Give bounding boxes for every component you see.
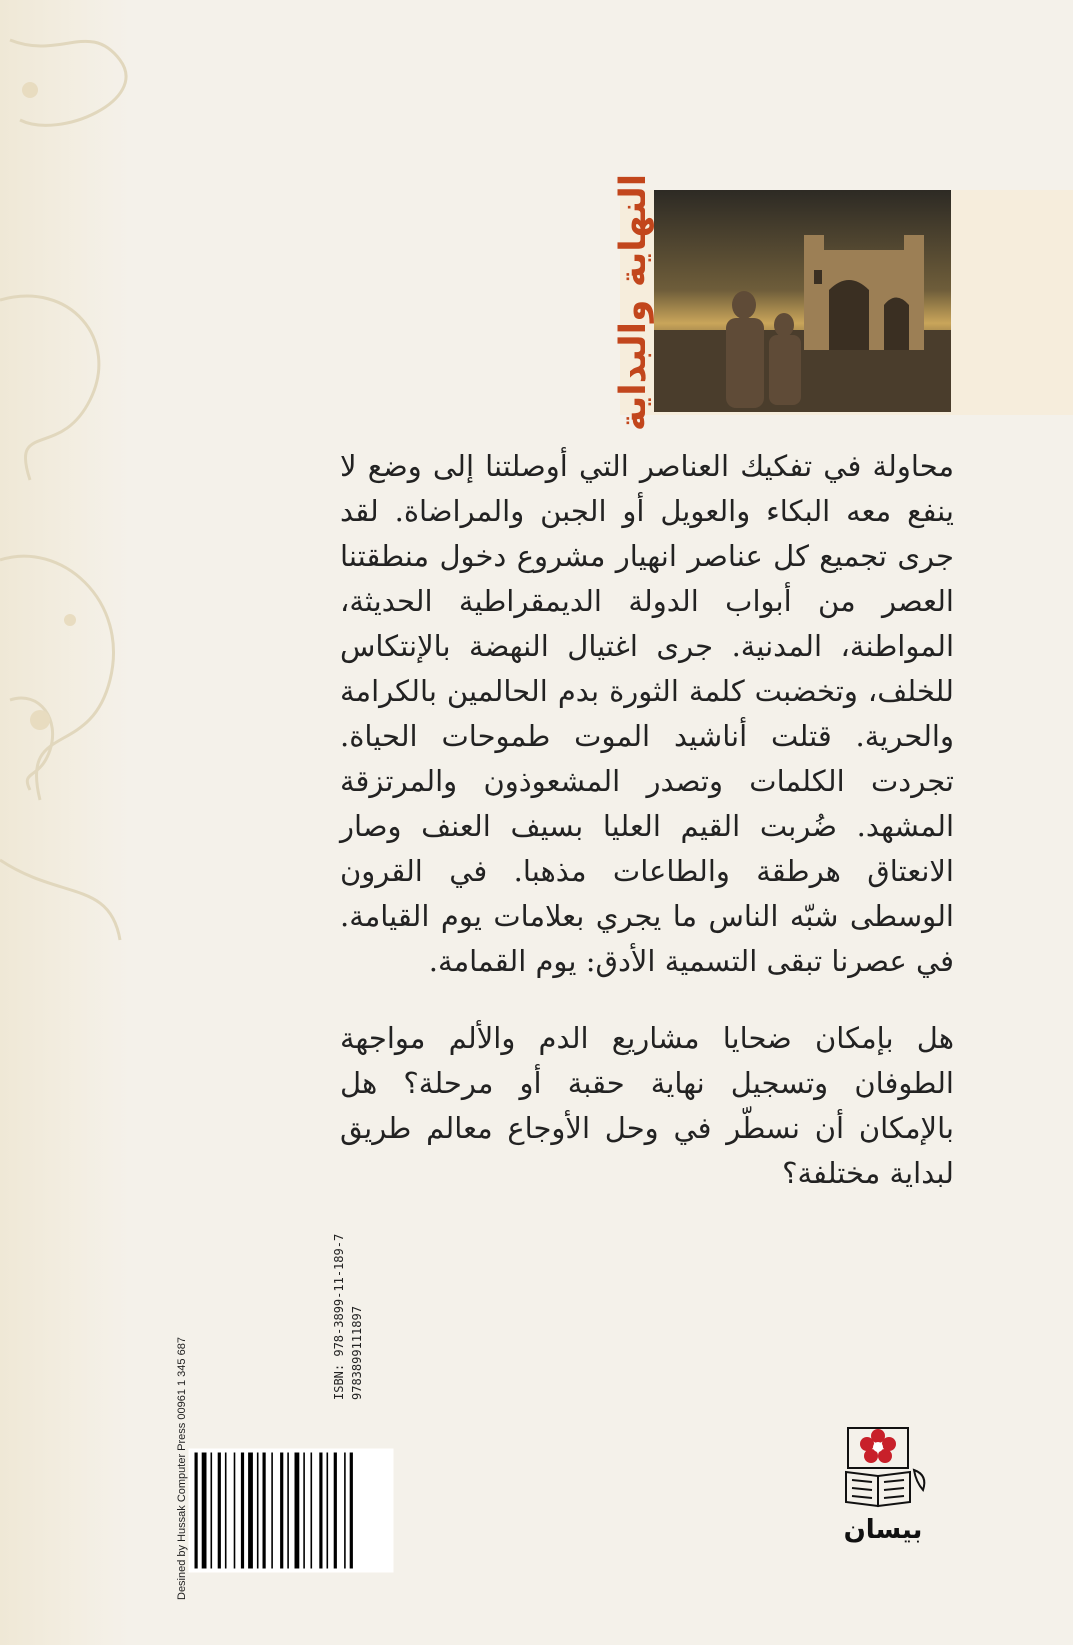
barcode-bar (287, 1453, 289, 1569)
isbn-label: ISBN: 978-3899-11-189-7 (332, 1233, 346, 1400)
barcode-bar (319, 1453, 322, 1569)
barcode-bar (257, 1453, 259, 1569)
designer-credit: Desined by Hussak Computer Press 00961 1 345 687 (176, 1337, 188, 1600)
barcode-bar (248, 1453, 253, 1569)
barcode-bar (195, 1453, 198, 1569)
publisher-logo (828, 1420, 938, 1510)
book-title-text: النهاية والبداية (613, 173, 655, 432)
barcode (189, 1449, 394, 1573)
blurb (340, 444, 954, 1196)
barcode-bar (311, 1453, 313, 1569)
barcode-bar (218, 1453, 221, 1569)
barcode-icon (189, 1449, 394, 1573)
barcode-bar (202, 1453, 207, 1569)
barcode-bar (234, 1453, 236, 1569)
barcode-bar (263, 1453, 266, 1569)
barcode-bar (295, 1453, 300, 1569)
book-flower-logo-icon (828, 1420, 938, 1510)
blurb-paragraph-2: هل بإمكان ضحايا مشاريع الدم والألم مواجهة الطوفان وتسجيل نهاية حقبة أو مرحلة؟ هل بالإمكان أن نسطّر في وحل الأوجاع معالم طريق لبداية مختلفة؟ (340, 1021, 954, 1190)
barcode-bar (350, 1453, 353, 1569)
barcode-bar (211, 1453, 213, 1569)
barcode-bar (334, 1453, 337, 1569)
floral-ornament-icon (0, 0, 130, 1645)
barcode-bar (280, 1453, 283, 1569)
barcode-bar (344, 1453, 346, 1569)
barcode-bar (241, 1453, 244, 1569)
publisher-name: بيسان (843, 1515, 923, 1545)
book-title (610, 173, 658, 432)
barcode-digits: 9783899111897 (350, 1306, 364, 1400)
barcode-bar (303, 1453, 305, 1569)
cover-photo (654, 190, 951, 412)
barcode-bar (225, 1453, 227, 1569)
floral-ornament-strip (0, 0, 130, 1645)
blurb-paragraph-1: محاولة في تفكيك العناصر التي أوصلتنا إلى وضع لا ينفع معه البكاء والعويل أو الجبن والمراضاة. لقد جرى تجميع كل عناصر انهيار مشروع دخول منطقتنا العصر من أبواب الدولة الديمقراطية الحديثة، المواطنة، المدنية. جرى اغتيال النهضة بالإنتكاس للخلف، وتخضبت كلمة الثورة بدم الحالمين بالكرامة والحرية. قتلت أناشيد الموت طموحات الحياة. تجردت الكلمات وتصدر المشعوذون والمرتزقة المشهد. ضُربت القيم العليا بسيف العنف وصار الانعتاق هرطقة والطاعات مذهبا. في القرون الوسطى شبّه الناس ما يجري بعلامات يوم القيامة. في عصرنا تبقى التسمية الأدق: يوم القمامة. (340, 449, 954, 978)
barcode-bar (271, 1453, 273, 1569)
ruins-photo-icon (654, 190, 951, 412)
barcode-bar (327, 1453, 329, 1569)
